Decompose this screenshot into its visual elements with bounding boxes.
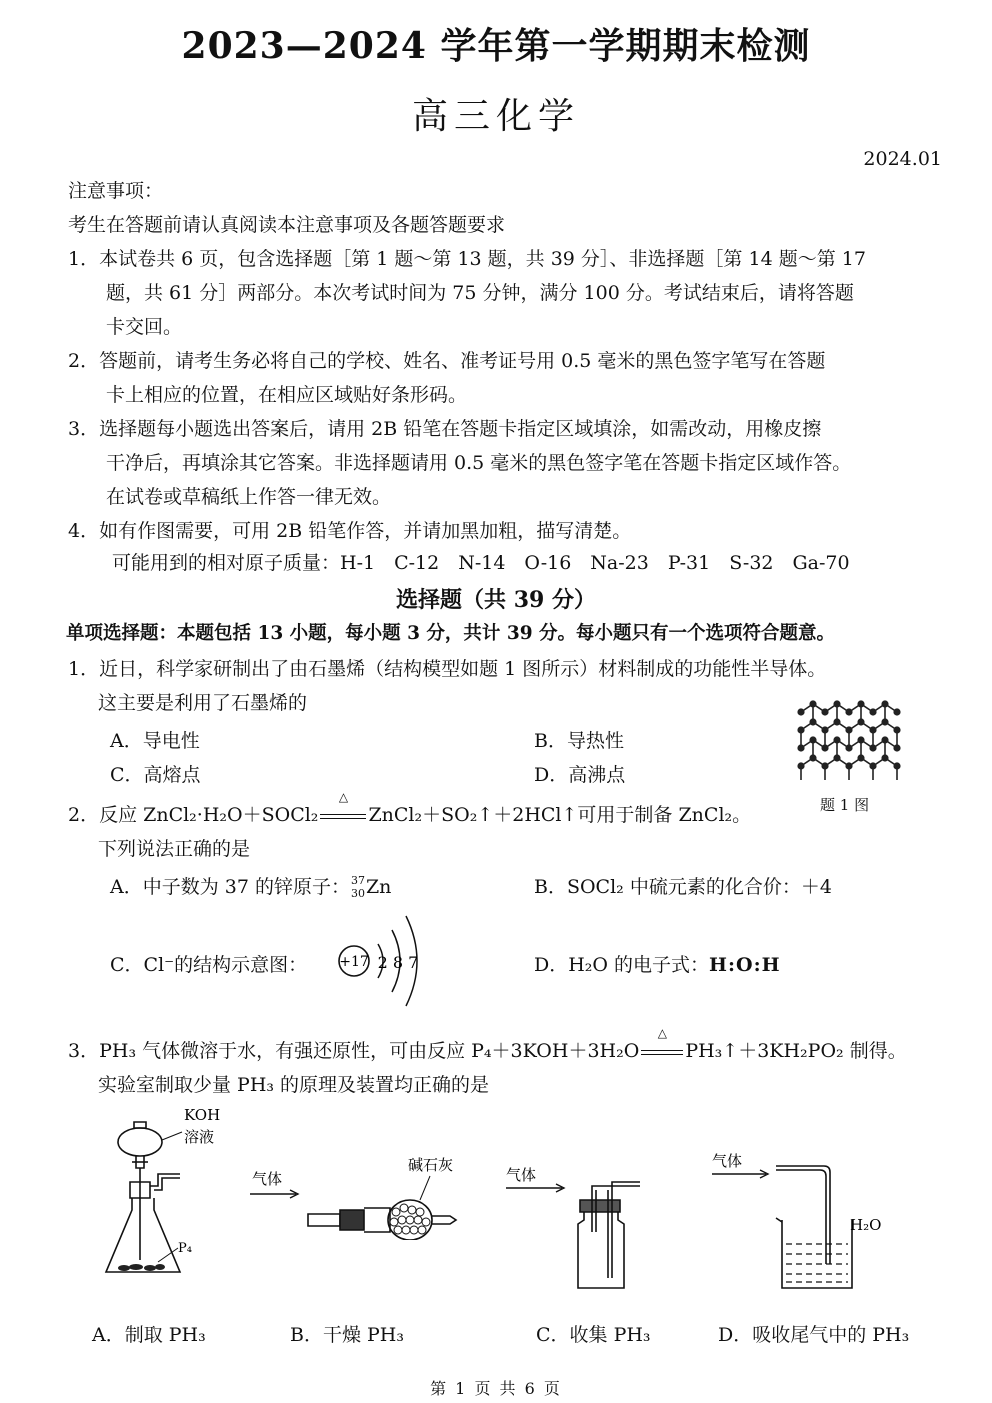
notice-line: 题，共 61 分］两部分。本次考试时间为 75 分钟，满分 100 分。考试结束后，请将答题 [106, 282, 854, 304]
q1-stem-2: 这主要是利用了石墨烯的 [98, 692, 308, 714]
stopper [340, 1210, 364, 1230]
notice-line: 干净后，再填涂其它答案。非选择题请用 0.5 毫米的黑色签字笔在答题卡指定区域作答。 [106, 452, 852, 474]
conical-flask [106, 1198, 180, 1272]
apparatus-b-drying-tube [244, 1150, 474, 1240]
chloride-ion-structure-diagram [334, 904, 434, 1018]
q1-option-a: A．导电性 [110, 730, 200, 752]
apparatus-a-generator [96, 1100, 236, 1290]
nucleus-charge: +17 [339, 954, 369, 970]
q2-option-c-label: C．Cl⁻的结构示意图： [110, 954, 308, 976]
q1-option-d: D．高沸点 [534, 764, 626, 786]
exam-title: 2023—2024 学年第一学期期末检测 [181, 25, 811, 67]
q3-option-c: C．收集 PH₃ [536, 1324, 651, 1346]
label-gas-c: 气体 [506, 1166, 537, 1184]
q2-option-b: B．SOCl₂ 中硫元素的化合价：＋4 [534, 876, 832, 898]
exam-date: 2024.01 [863, 148, 942, 170]
separatory-funnel-bulb [118, 1128, 162, 1156]
bottle-stopper [580, 1200, 620, 1212]
atomic-mass-line: 可能用到的相对原子质量：H-1 C-12 N-14 O-16 Na-23 P-31 S-32 Ga-70 [112, 552, 850, 574]
notice-heading: 注意事项： [68, 180, 164, 202]
q3-option-b: B．干燥 PH₃ [290, 1324, 404, 1346]
section-title: 选择题（共 39 分） [396, 587, 596, 613]
q2-option-d: D．H₂O 的电子式：H:O:H [534, 954, 781, 976]
q3-stem: 3．PH₃ 气体微溶于水，有强还原性，可由反应 P₄＋3KOH＋3H₂O △ PH₃↑＋3KH₂PO₂ 制得。 [68, 1026, 907, 1062]
notice-line: 卡上相应的位置，在相应区域贴好条形码。 [106, 384, 468, 406]
label-water: H₂O [850, 1216, 882, 1234]
shell-electron-counts: 2 8 7 [377, 953, 419, 972]
q2-stem: 2．反应 ZnCl₂·H₂O＋SOCl₂ △ ZnCl₂＋SO₂↑＋2HCl↑可用于制备 ZnCl₂。 [68, 790, 752, 826]
label-solution: 溶液 [184, 1128, 215, 1146]
q2-option-a: A．中子数为 37 的锌原子： 37 30 Zn [110, 874, 392, 900]
notice-line: 1．本试卷共 6 页，包含选择题［第 1 题～第 13 题，共 39 分］、非选择题［第 14 题～第 17 [68, 248, 866, 270]
label-koh: KOH [184, 1106, 221, 1124]
q2-stem-2: 下列说法正确的是 [98, 838, 251, 860]
apparatus-d-absorption-beaker [706, 1146, 906, 1296]
q1-option-c: C．高熔点 [110, 764, 201, 786]
label-p4: P₄ [178, 1241, 192, 1256]
label-gas-d: 气体 [712, 1152, 743, 1170]
notice-line: 在试卷或草稿纸上作答一律无效。 [106, 486, 392, 508]
page-footer: 第 1 页 共 6 页 [430, 1379, 562, 1398]
notice-line: 卡交回。 [106, 316, 183, 338]
delivery-tube [776, 1166, 830, 1264]
q3-option-d: D．吸收尾气中的 PH₃ [718, 1324, 910, 1346]
q1-stem: 1．近日，科学家研制出了由石墨烯（结构模型如题 1 图所示）材料制成的功能性半导体。 [68, 658, 827, 680]
notice-line: 4．如有作图需要，可用 2B 铅笔作答，并请加黑加粗，描写清楚。 [68, 520, 632, 542]
nuclide-notation: 37 30 [350, 874, 365, 900]
double-arrow-equals: △ [318, 804, 368, 827]
double-arrow-equals: △ [639, 1040, 685, 1063]
notice-line: 3．选择题每小题选出答案后，请用 2B 铅笔在答题卡指定区域填涂，如需改动，用橡皮擦 [68, 418, 822, 440]
q3-option-a: A．制取 PH₃ [92, 1324, 206, 1346]
notice-line: 2．答题前，请考生务必将自己的学校、姓名、准考证号用 0.5 毫米的黑色签字笔写在答题 [68, 350, 826, 372]
label-soda-lime: 碱石灰 [408, 1156, 454, 1174]
label-gas-b: 气体 [252, 1170, 283, 1188]
q1-option-b: B．导热性 [534, 730, 624, 752]
exam-subject: 高三化学 [411, 96, 580, 137]
bottle-body [578, 1212, 624, 1288]
water-electron-formula: H:O:H [709, 954, 781, 976]
q3-stem-2: 实验室制取少量 PH₃ 的原理及装置均正确的是 [98, 1074, 490, 1096]
q1-figure-caption: 题 1 图 [820, 796, 870, 814]
graphene-figure [795, 692, 907, 786]
section-instruction: 单项选择题：本题包括 13 小题，每小题 3 分，共计 39 分。每小题只有一个选项符合题意。 [66, 623, 836, 644]
notice-intro: 考生在答题前请认真阅读本注意事项及各题答题要求 [68, 214, 506, 236]
apparatus-c-collection-bottle [500, 1160, 660, 1300]
